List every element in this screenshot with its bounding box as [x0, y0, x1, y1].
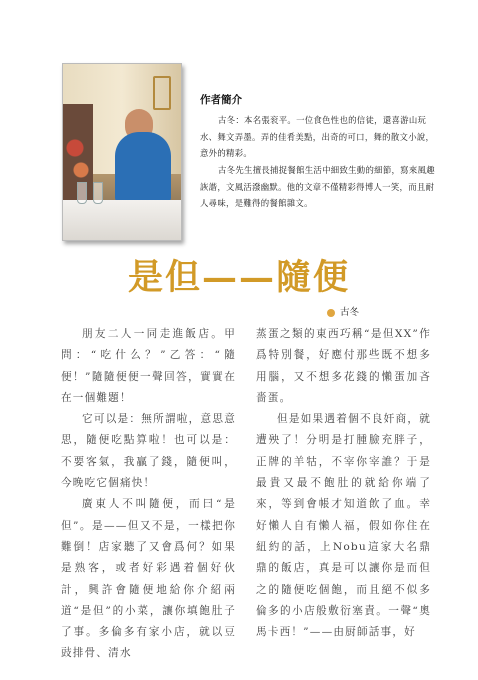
article-column-right: [256, 324, 431, 643]
article-paragraph: 但是如果遇着個不良奸商，就遭殃了！分明是打腫臉充胖子，正牌的羊牯，不宰你宰誰？于是最貴又最不飽肚的就給你端了來，等到會帳才知道飲了血。幸好懶人自有懶人福，假如你住在紐約的話，上Nobu這家大名鼎鼎的飯店，真是可以讓你是而但之的隨便吃個飽，而且絕不似多倫多的小店般敷衍塞責。一聲“奧馬卡西！”——由厨師話事，好: [256, 413, 431, 639]
article-column-left: [61, 324, 236, 665]
author-figure: [115, 132, 171, 202]
dining-table: [63, 200, 181, 240]
intro-paragraph: 古冬先生擅長捕捉餐館生活中細致生動的細節，寫來風趣詼諧，文風活潑幽默。他的文章不僅精彩得博人一笑，而且耐人尋味，是難得的餐館雜文。: [200, 165, 435, 208]
author-photo: [62, 63, 182, 241]
article-title: 是但——隨便: [127, 257, 350, 298]
article-paragraph: 它可以是：無所謂啦，意思意思，隨便吃點算啦！也可以是：不要客氣，我贏了錢，隨便叫，今晚吃它個痛快！: [61, 413, 236, 490]
article-author: [327, 304, 359, 318]
article-paragraph: 蒸蛋之類的東西巧稱“是但XX”作爲特別餐，好應付那些既不想多用腦，又不想多花錢的懶蛋加吝嗇蛋。: [256, 328, 431, 404]
wine-glass: [77, 182, 87, 204]
wine-glass: [93, 182, 103, 204]
wall-lamp: [153, 76, 171, 110]
intro-heading: 作者簡介: [200, 94, 242, 106]
bullet-dot-icon: [327, 309, 335, 317]
author-name: 古冬: [340, 307, 360, 318]
intro-paragraph: 古冬：本名張衮平。一位食色性也的信徒，還喜游山玩水、舞文弄墨。弄的佳肴美點，出奇的可口，舞的散文小說，意外的精彩。: [200, 115, 435, 158]
article-paragraph: 朋友二人一同走進飯店。甲問：“吃什么？”乙答：“隨便！”隨隨便便一聲回答，實實在在一個難題！: [61, 328, 236, 404]
article-paragraph: 廣東人不叫隨便，而曰“是但”。是——但又不是，一樣把你難倒！店家聽了又會爲何？如果是熟客，或者好彩遇着個好伙計，興許會隨便地給你介紹兩道“是但”的小菜，讓你填飽肚子了事。多倫多有家小店，就以豆豉排骨、清水: [61, 498, 236, 660]
